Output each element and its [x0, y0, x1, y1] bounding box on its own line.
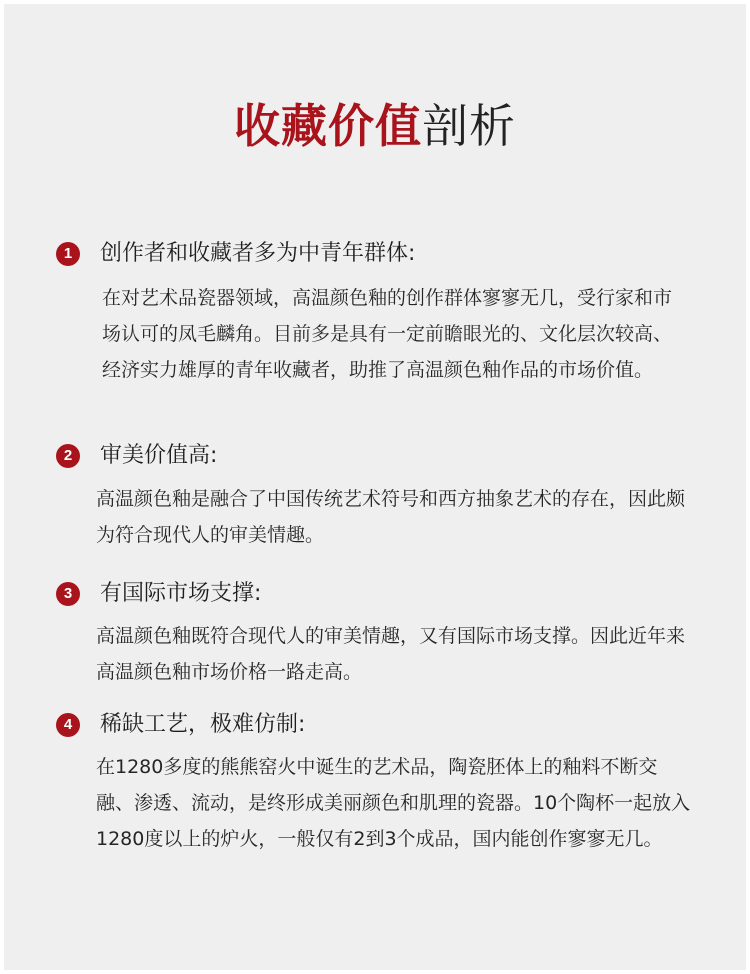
section-1-body: 在对艺术品瓷器领域，高温颜色釉的创作群体寥寥无几，受行家和市场认可的凤毛麟角。目前多是具有一定前瞻眼光的、文化层次较高、经济实力雄厚的青年收藏者，助推了高温颜色釉作品的市场价值。	[102, 287, 673, 381]
number-badge-3: 3	[56, 582, 80, 606]
section-4-heading: 稀缺工艺，极难仿制:	[100, 712, 306, 737]
section-3-body: 高温颜色釉既符合现代人的审美情趣，又有国际市场支撑。因此近年来高温颜色釉市场价格一路走高。	[96, 625, 686, 683]
section-3-heading: 有国际市场支撑:	[100, 581, 262, 606]
section-2-body: 高温颜色釉是融合了中国传统艺术符号和西方抽象艺术的存在，因此颇为符合现代人的审美情趣。	[96, 488, 686, 546]
page-title-accent: 收藏价值	[234, 99, 422, 153]
section-4-body: 在1280多度的熊熊窑火中诞生的艺术品，陶瓷胚体上的釉料不断交融、渗透、流动，是终形成美丽颜色和肌理的瓷器。10个陶杯一起放入1280度以上的炉火，一般仅有2到3个成品，国内能创作寥寥无几。	[96, 756, 691, 850]
page-title-rest: 剖析	[422, 99, 516, 153]
section-1-heading: 创作者和收藏者多为中青年群体:	[100, 241, 416, 266]
section-2-heading: 审美价值高:	[100, 443, 218, 468]
page-title	[4, 96, 746, 156]
number-badge-2: 2	[56, 444, 80, 468]
content-panel	[4, 4, 746, 970]
number-badge-1: 1	[56, 242, 80, 266]
number-badge-4: 4	[56, 713, 80, 737]
